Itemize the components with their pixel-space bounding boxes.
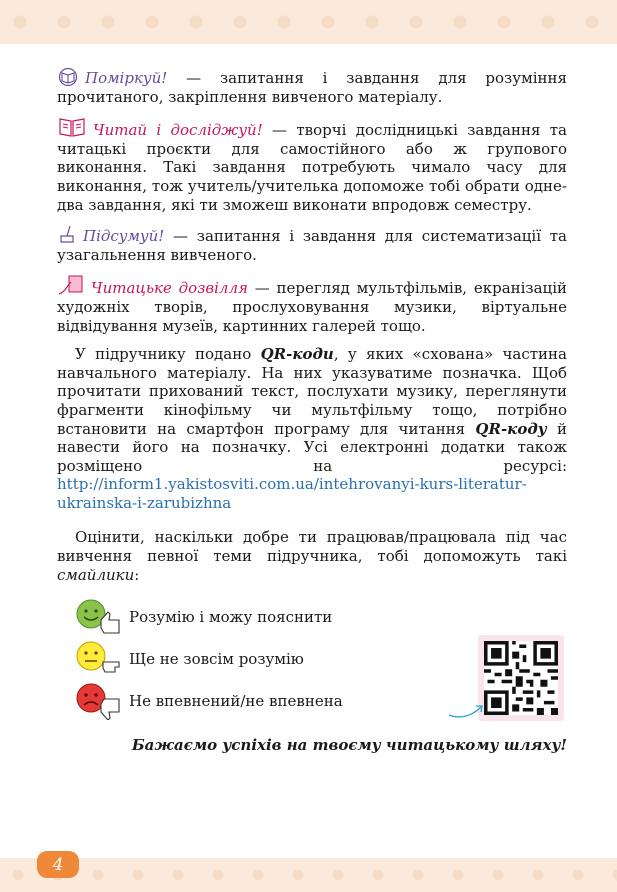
happy-smiley-icon	[75, 598, 123, 636]
decorative-header-band	[0, 0, 617, 44]
legend-label: Читай і досліджуй!	[93, 121, 263, 140]
legend-reading-leisure	[57, 274, 567, 335]
legend-label: Поміркуй!	[85, 69, 168, 87]
legend-text: — запитання і завдання для розуміння прочитаного, закріплення вивченого матеріалу.	[57, 69, 567, 106]
qr-text: У підручнику подано	[75, 345, 261, 364]
legend-text: — запитання і завдання для систематизації та узагальнення вивченого.	[57, 227, 567, 264]
assess-paragraph	[57, 528, 567, 584]
resource-link[interactable]: http://inform1.yakistosviti.com.ua/intehrovanyi-kurs-literatur-ukrainska-i-zarubizhna	[57, 475, 527, 512]
legend-summarize	[57, 224, 567, 264]
book-icon	[57, 68, 79, 86]
qr-text: й навести його на позначку. Усі електронні додатки також розміщено на ресурсі:	[57, 419, 568, 475]
qr-term: QR-коди	[260, 345, 334, 364]
qr-section	[57, 345, 567, 512]
decorative-footer-band	[0, 858, 617, 892]
assess-end: :	[134, 565, 140, 584]
qr-code[interactable]	[478, 635, 564, 721]
inkwell-icon	[57, 224, 77, 244]
legend-label: Підсумуй!	[83, 227, 165, 246]
smiley-label: Не впевнений/не впевнена	[129, 691, 343, 710]
bookmark-icon	[57, 274, 85, 296]
legend-text: — перегляд мультфільмів, екранізацій художніх творів, прослуховування музики, віртуальне відвідування музеїв, картинних галерей тощо.	[57, 279, 567, 335]
smiley-row-understand	[75, 596, 567, 638]
arrow-to-qr-icon	[447, 701, 487, 721]
qr-code-icon	[484, 641, 558, 715]
neutral-smiley-icon	[75, 640, 123, 678]
open-book-icon	[57, 116, 87, 138]
sad-smiley-icon	[75, 682, 123, 720]
closing-wish: Бажаємо успіхів на твоєму читацькому шляху!	[131, 736, 567, 755]
qr-term: QR-коду	[475, 419, 547, 438]
page-content	[57, 68, 567, 755]
smiley-label: Розумію і можу пояснити	[129, 607, 333, 626]
legend-read-research	[57, 116, 567, 214]
qr-paragraph-top	[57, 345, 567, 512]
smiley-label: Ще не зовсім розумію	[129, 649, 304, 668]
legend-label: Читацьке дозвілля	[91, 279, 248, 298]
page-number: 4	[37, 851, 79, 878]
assess-text: Оцінити, наскільки добре ти працював/працювала під час вивчення певної теми підручника, тобі допоможуть такі	[57, 528, 567, 566]
qr-text: , у яких «схована» частина навчального матеріалу. На них указуватиме позначка. Щоб прочитати прихований текст, послухати музику, переглянути фрагменти кінофільму чи мультфільму тощо, потрібно встановити на смартфон програму для читання	[57, 345, 567, 438]
assess-emphasis: смайлики	[57, 565, 135, 584]
legend-text: — творчі дослідницькі завдання та читацькі проєкти для самостійного або ж групового виконання. Такі завдання потребують чимало часу для виконання, тож учитель/учителька допоможе тобі обрати одне-два завдання, які ти зможеш виконати впродовж семестру.	[57, 121, 567, 214]
legend-think	[57, 68, 567, 106]
